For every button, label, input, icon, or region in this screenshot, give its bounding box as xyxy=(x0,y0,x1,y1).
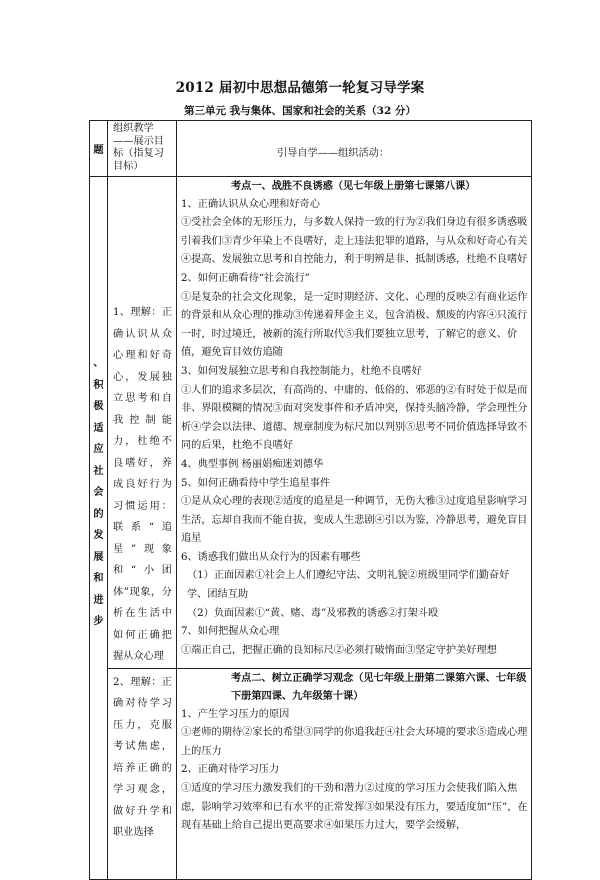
list-item: 2、如何正确看待“社会流行” xyxy=(181,272,310,284)
list-item: 7、如何把握从众心理 xyxy=(181,626,280,638)
list-item: ①受社会全体的无形压力，与多数人保持一致的行为②我们身边有很多诱惑吸引着我们③青少年染上不良嗜好，走上违法犯罪的道路，与从众和好奇心有关④提高、发展独立思考和自控能力，利于明辨是非、抵制诱惑，杜绝不良嗜好 xyxy=(181,217,528,266)
goal-text-2: 2、理解：正确对待学习压力，克服考试焦虑，培养正确的学习观念，做好升学和职业选择 xyxy=(113,676,172,838)
header-topic-label: 题 xyxy=(93,144,104,156)
header-goal-label: 组织教学——展示目标（指复习目标） xyxy=(113,123,164,172)
goal-cell-2 xyxy=(108,668,177,879)
header-activity-cell xyxy=(177,121,532,177)
activity-cell-1 xyxy=(177,177,532,669)
section-row-1 xyxy=(90,177,532,669)
list-item: 4、典型事例 杨丽娟痴迷刘德华 xyxy=(181,458,324,470)
unit-subtitle: 第三单元 我与集体、国家和社会的关系（32 分） xyxy=(184,105,416,117)
section-row-2 xyxy=(90,668,532,879)
activity-body-2 xyxy=(177,669,531,836)
header-topic-cell xyxy=(90,121,108,177)
table-header-row xyxy=(90,121,532,177)
topic-vertical-text: 、积极适应社会的发展和进步 xyxy=(93,357,104,627)
list-item: ①老师的期待②家长的希望③同学的你追我赶④社会大环境的要求⑤造成心理上的压力 xyxy=(181,727,528,757)
goal-text-1: 1、理解：正确认识从众心理和好奇心，发展独立思考和自我控制能力，杜绝不良嗜好，养成良好行为习惯运用：联系“追星”现象和“小团体”现象，分析在生活中如何正确把握从众心理 xyxy=(113,307,172,662)
activity-cell-2 xyxy=(177,668,532,879)
list-item: 5、如何正确看待中学生追星事件 xyxy=(181,477,331,489)
list-item: 3、如何发展独立思考和自我控制能力，杜绝不良嗜好 xyxy=(181,365,422,377)
activity-body-1 xyxy=(177,177,531,660)
document-title: 2012 届初中思想品德第一轮复习导学案 xyxy=(175,80,425,96)
list-item: （2）负面因素①“黄、赌、毒”及邪教的诱惑②打架斗殴 xyxy=(187,607,439,619)
header-goal-cell xyxy=(108,121,177,177)
list-item: 2、正确对待学习压力 xyxy=(181,764,280,776)
list-item: 1、产生学习压力的原因 xyxy=(181,708,290,720)
list-item: （1）正面因素①社会上人们遵纪守法、文明礼貌②班级里同学们勤奋好学、团结互助 xyxy=(187,570,510,601)
list-item: 1、正确认识从众心理和好奇心 xyxy=(181,198,320,210)
list-item: ①适度的学习压力激发我们的干劲和潜力②过度的学习压力会使我们陷入焦虑，影响学习效率和已有水平的正常发挥③如果没有压力，要适度加“压”，在现有基础上给自己提出更高要求④如果压力过大，要学会缓解， xyxy=(181,783,528,832)
list-item: ①人们的追求多层次，有高尚的、中庸的、低俗的、邪恶的②有时处于似是而非、界限模糊的情况③面对突发事件和矛盾冲突，保持头脑冷静，学会理性分析④学会以法律、道德、规章制度为标尺加以判别⑤思考不同价值选择导致不同的后果，杜绝不良嗜好 xyxy=(181,384,528,452)
key-point-heading: 考点一、战胜不良诱惑（见七年级上册第七课第八课） xyxy=(231,180,476,192)
list-item: ①是从众心理的表现②适度的追星是一种调节，无伤大雅③过度追星影响学习生活，忘却自我而不能自拔，变成人生悲剧④引以为鉴，冷静思考，避免盲目追星 xyxy=(181,496,528,545)
list-item: ①端正自己，把握正确的良知标尺②必须打破惰面③坚定守护美好理想 xyxy=(181,644,497,656)
header-activity-label: 引导自学——组织活动： xyxy=(277,148,390,159)
study-plan-table xyxy=(89,120,532,880)
list-item: ①是复杂的社会文化现象，是一定时期经济、文化、心理的反映②有商业运作的背景和从众心理的推动③传递着拜金主义，包含消极、颓废的内容④只流行一时，时过境迁，被新的流行所取代⑤我们要独立思考，了解它的意义、价值，避免盲目效仿追随 xyxy=(181,291,528,359)
key-point-heading: 考点二、树立正确学习观念（见七年级上册第二课第六课、七年级下册第四课、九年级第十课） xyxy=(231,671,527,703)
goal-cell-1 xyxy=(108,177,177,669)
list-item: 6、诱惑我们做出从众行为的因素有哪些 xyxy=(181,551,361,563)
topic-cell xyxy=(90,177,108,880)
